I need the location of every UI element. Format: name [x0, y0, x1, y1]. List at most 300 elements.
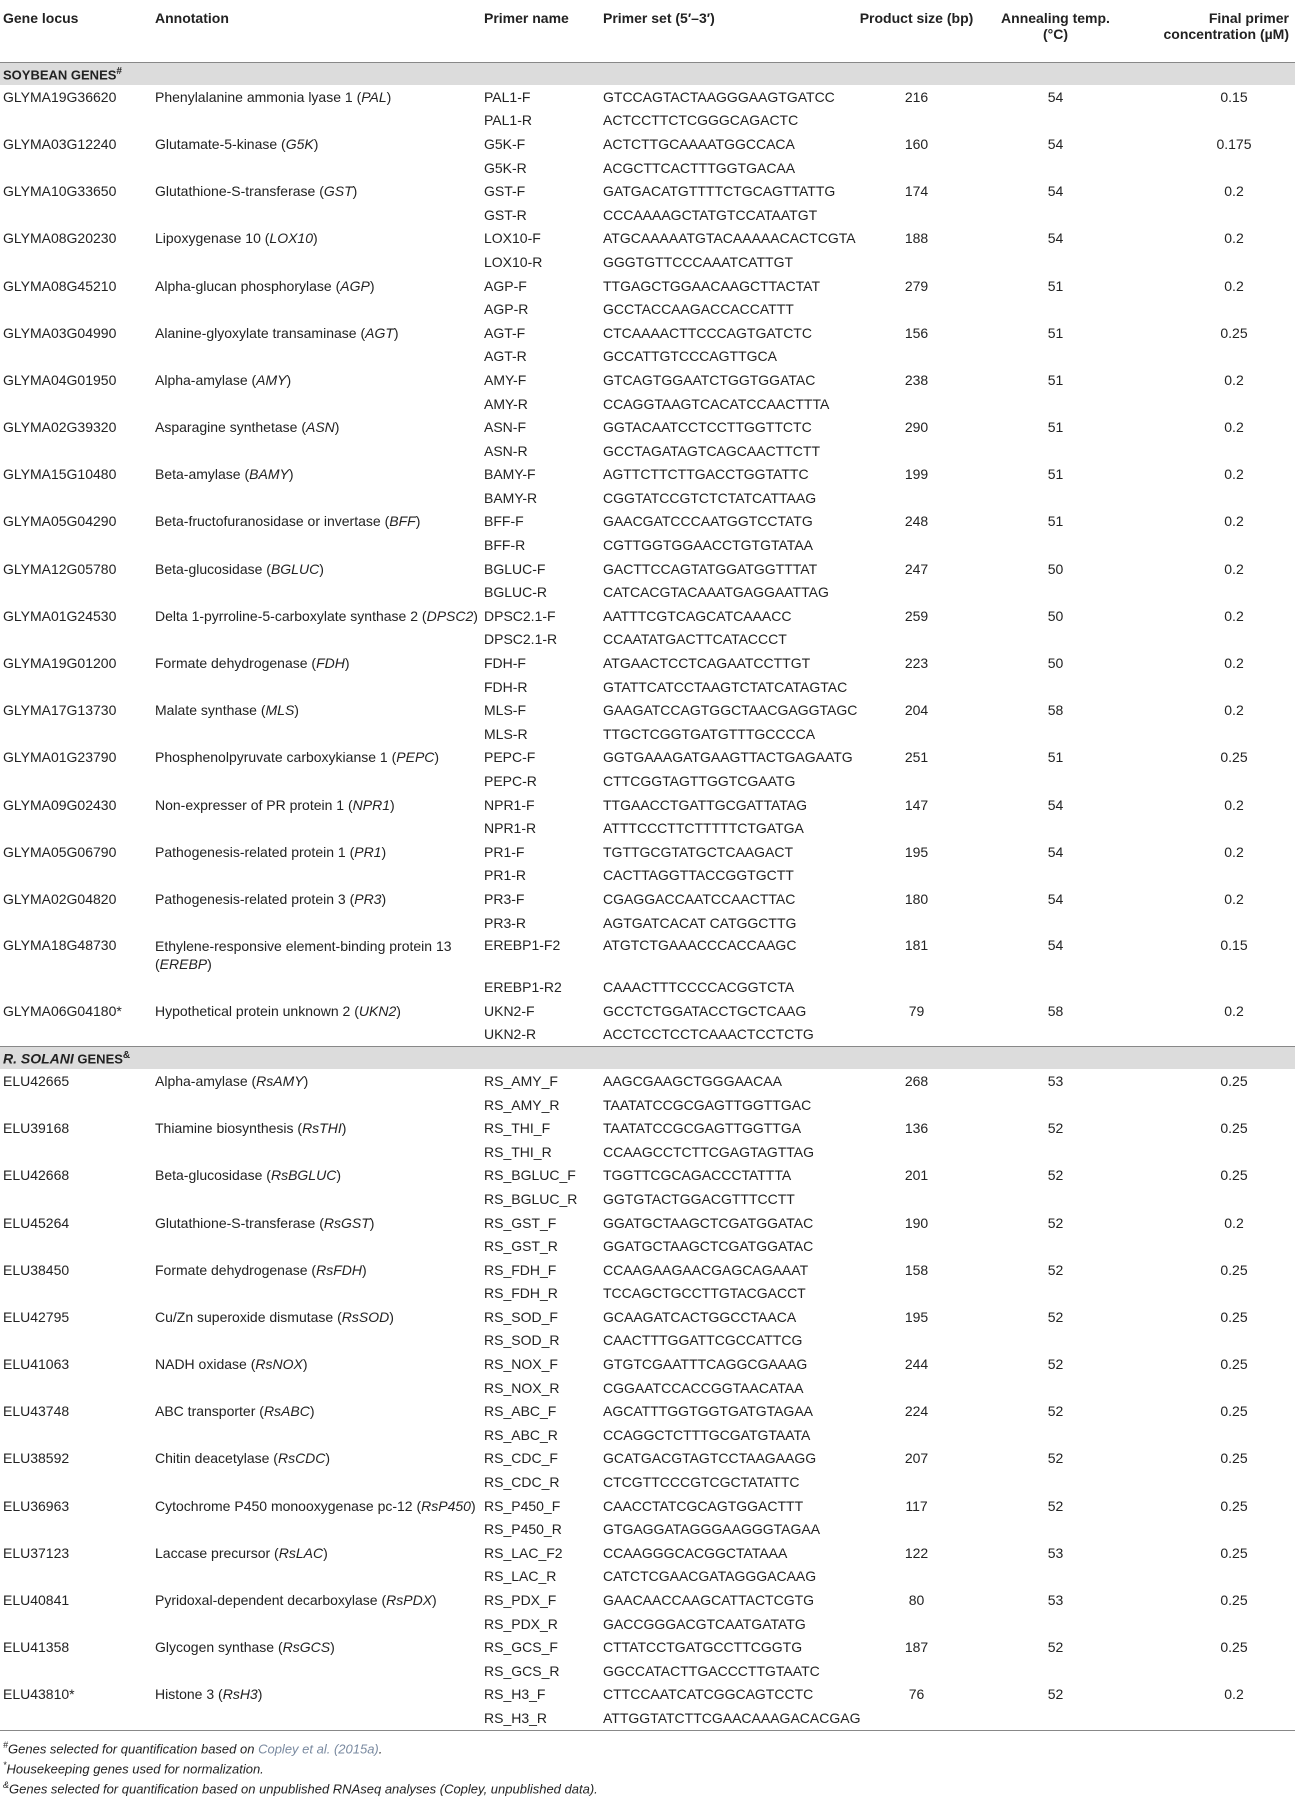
- gene-locus: ELU43748: [3, 1403, 70, 1420]
- product-size: 136: [904, 1120, 929, 1137]
- header-gene-locus: Gene locus: [3, 10, 79, 26]
- annotation-abbr: RsABC: [263, 1403, 310, 1420]
- annotation-close: ): [344, 655, 350, 672]
- table-row: [0, 1352, 1295, 1376]
- table-row-reverse: [0, 250, 1295, 274]
- primer-name-reverse: RS_AMY_R: [484, 1096, 560, 1113]
- table-row-reverse: [0, 1706, 1295, 1730]
- product-size: 147: [904, 796, 929, 813]
- primer-name-reverse: LOX10-R: [484, 253, 543, 270]
- annotation: [152, 698, 481, 722]
- primer-seq-reverse: CATCACGTACAAATGAGGAATTAG: [603, 584, 829, 601]
- primer-concentration: 0.25: [1220, 1592, 1248, 1609]
- annotation: [152, 227, 481, 251]
- primer-seq-reverse: GCCTACCAAGACCACCATTT: [603, 301, 794, 318]
- product-size: 216: [904, 88, 929, 105]
- footnote-text: Genes selected for quantification based on: [8, 1741, 259, 1757]
- annotation: [152, 1116, 481, 1140]
- product-size: 190: [904, 1214, 929, 1231]
- primer-concentration: 0.2: [1224, 607, 1244, 624]
- product-size: 223: [904, 655, 929, 672]
- table-row: [0, 463, 1295, 487]
- header-annealing-temp: Annealing temp. (°C): [1001, 10, 1110, 42]
- primer-name-reverse: G5K-R: [484, 159, 527, 176]
- primer-name-reverse: AMY-R: [484, 395, 528, 412]
- annotation-text: Alpha-amylase (: [155, 371, 257, 388]
- annotation-abbr: PEPC: [396, 749, 435, 766]
- annotation-abbr: AGT: [365, 324, 394, 341]
- primer-name-reverse: DPSC2.1-R: [484, 631, 558, 648]
- table-row-reverse: [0, 203, 1295, 227]
- annotation: [152, 415, 481, 439]
- annotation-close: ): [393, 324, 399, 341]
- primer-seq-forward: GAACAACCAAGCATTACTCGTG: [603, 1592, 815, 1609]
- gene-locus: GLYMA01G24530: [3, 607, 117, 624]
- table-row: [0, 274, 1295, 298]
- footnotes: [0, 1731, 1295, 1798]
- annotation: [152, 887, 481, 911]
- annotation-close: ): [415, 513, 421, 530]
- annealing-temp: 50: [1047, 607, 1064, 624]
- annotation-close: ): [325, 1450, 331, 1467]
- footnote-reference-link[interactable]: Copley et al. (2015a): [258, 1741, 379, 1757]
- table-row-reverse: [0, 109, 1295, 133]
- table-row-reverse: [0, 1282, 1295, 1306]
- gene-locus: ELU36963: [3, 1497, 70, 1514]
- gene-locus: ELU43810*: [3, 1686, 75, 1703]
- primer-concentration: 0.2: [1224, 655, 1244, 672]
- product-size: 238: [904, 371, 929, 388]
- annotation-text: Cytochrome P450 monooxygenase pc-12 (: [155, 1497, 422, 1514]
- footnote-mark: *: [3, 1760, 7, 1771]
- annotation-text: Beta-glucosidase (: [155, 1167, 271, 1184]
- primer-seq-forward: GTCCAGTACTAAGGGAAGTGATCC: [603, 88, 835, 105]
- table-row: [0, 1305, 1295, 1329]
- annealing-temp: 53: [1047, 1072, 1064, 1089]
- primer-name-forward: ASN-F: [484, 419, 526, 436]
- annotation-text: Pyridoxal-dependent decarboxylase (: [155, 1592, 387, 1609]
- primer-name-forward: EREBP1-F2: [484, 937, 561, 954]
- annotation-text: Ethylene-responsive element-binding protein 13 (: [155, 938, 452, 973]
- primer-concentration: 0.25: [1220, 1497, 1248, 1514]
- annealing-temp: 52: [1047, 1686, 1064, 1703]
- annotation-abbr: RsGST: [323, 1214, 370, 1231]
- primer-concentration: 0.2: [1224, 1002, 1244, 1019]
- annotation-close: ): [334, 419, 340, 436]
- annotation-text: Non-expresser of PR protein 1 (: [155, 796, 353, 813]
- footnote-end: .: [378, 1741, 383, 1757]
- annotation: [152, 1069, 481, 1093]
- annotation-text: Chitin deacetylase (: [155, 1450, 278, 1467]
- primer-concentration: 0.25: [1220, 1544, 1248, 1561]
- annealing-temp: 51: [1047, 419, 1064, 436]
- primer-concentration: 0.175: [1216, 135, 1252, 152]
- table-row: [0, 887, 1295, 911]
- primer-seq-reverse: GCCTAGATAGTCAGCAACTTCTT: [603, 442, 820, 459]
- section-title-text: GENES: [73, 1051, 123, 1067]
- header-primer-name: Primer name: [484, 10, 569, 26]
- primer-seq-forward: TGGTTCGCAGACCCTATTTA: [603, 1167, 792, 1184]
- table-row: [0, 840, 1295, 864]
- product-size: 160: [904, 135, 929, 152]
- primer-name-reverse: RS_SOD_R: [484, 1332, 560, 1349]
- annealing-temp: 52: [1047, 1450, 1064, 1467]
- table-row: [0, 85, 1295, 109]
- table-row: [0, 132, 1295, 156]
- primer-name-reverse: PR3-R: [484, 914, 527, 931]
- annotation-close: ): [319, 560, 324, 577]
- table-row: [0, 1635, 1295, 1659]
- table-row-reverse: [0, 486, 1295, 510]
- annealing-temp: 54: [1047, 88, 1064, 105]
- annotation-close: ): [257, 1686, 263, 1703]
- table-row: [0, 604, 1295, 628]
- table-row-reverse: [0, 1423, 1295, 1447]
- annotation-abbr: GST: [323, 183, 353, 200]
- gene-locus: GLYMA01G23790: [3, 749, 117, 766]
- annotation-text: Glutamate-5-kinase (: [155, 135, 286, 152]
- primer-name-reverse: RS_FDH_R: [484, 1285, 558, 1302]
- gene-locus: ELU42668: [3, 1167, 70, 1184]
- table-row-reverse: [0, 975, 1295, 999]
- annealing-temp: 52: [1047, 1214, 1064, 1231]
- primer-name-forward: RS_NOX_F: [484, 1356, 558, 1373]
- primer-seq-reverse: GGCCATACTTGACCCTTGTAATC: [603, 1662, 820, 1679]
- annotation-text: Alanine-glyoxylate transaminase (: [155, 324, 366, 341]
- primer-concentration: 0.2: [1224, 702, 1244, 719]
- product-size: 290: [904, 419, 929, 436]
- primer-name-reverse: GST-R: [484, 206, 527, 223]
- primer-seq-forward: GCCTCTGGATACCTGCTCAAG: [603, 1002, 807, 1019]
- product-size: 195: [904, 843, 929, 860]
- gene-locus: ELU42665: [3, 1072, 70, 1089]
- annotation: [152, 1211, 481, 1235]
- primer-name-reverse: BFF-R: [484, 537, 526, 554]
- product-size: 204: [904, 702, 929, 719]
- primer-seq-reverse: GGTGTACTGGACGTTTCCTT: [603, 1190, 795, 1207]
- annotation-text: Thiamine biosynthesis (: [155, 1120, 303, 1137]
- annotation-abbr: AGP: [340, 277, 370, 294]
- primer-name-forward: RS_P450_F: [484, 1497, 561, 1514]
- annotation: [152, 132, 481, 156]
- table-body: [0, 63, 1295, 1731]
- annotation-close: ): [470, 1497, 476, 1514]
- gene-locus: GLYMA12G05780: [3, 560, 117, 577]
- annotation-abbr: PR3: [354, 890, 382, 907]
- annotation-abbr: RsP450: [421, 1497, 471, 1514]
- table-row: [0, 698, 1295, 722]
- primer-name-reverse: MLS-R: [484, 725, 528, 742]
- primer-concentration: 0.2: [1224, 277, 1244, 294]
- annealing-temp: 52: [1047, 1497, 1064, 1514]
- primer-name-forward: LOX10-F: [484, 230, 541, 247]
- primer-seq-reverse: ACTCCTTCTCGGGCAGACTC: [603, 112, 799, 129]
- table-row: [0, 1683, 1295, 1707]
- primer-seq-forward: TTGAACCTGATTGCGATTATAG: [603, 796, 808, 813]
- annealing-temp: 51: [1047, 513, 1064, 530]
- table-header: [0, 0, 1295, 63]
- product-size: 259: [904, 607, 929, 624]
- primer-concentration: 0.2: [1224, 1686, 1244, 1703]
- table-row-reverse: [0, 628, 1295, 652]
- primer-concentration: 0.2: [1224, 183, 1244, 200]
- table-row: [0, 793, 1295, 817]
- primer-name-reverse: RS_ABC_R: [484, 1426, 558, 1443]
- primer-name-reverse: RS_THI_R: [484, 1143, 552, 1160]
- primer-name-forward: RS_LAC_F2: [484, 1544, 563, 1561]
- gene-locus: GLYMA04G01950: [3, 371, 117, 388]
- annealing-temp: 51: [1047, 324, 1064, 341]
- section-title: [0, 1047, 1295, 1070]
- annotation: [152, 1447, 481, 1471]
- primer-seq-reverse: CATCTCGAACGATAGGGACAAG: [603, 1568, 817, 1585]
- annealing-temp: 51: [1047, 749, 1064, 766]
- gene-locus: ELU38592: [3, 1450, 70, 1467]
- annealing-temp: 52: [1047, 1120, 1064, 1137]
- table-row-reverse: [0, 1023, 1295, 1047]
- annotation: [152, 321, 481, 345]
- annotation-abbr: ASN: [305, 419, 335, 436]
- annotation-text: Lipoxygenase 10 (: [155, 230, 270, 247]
- primer-concentration: 0.2: [1224, 513, 1244, 530]
- table-row: [0, 999, 1295, 1023]
- primer-concentration: 0.2: [1224, 466, 1244, 483]
- table-row: [0, 1069, 1295, 1093]
- primer-name-reverse: BGLUC-R: [484, 584, 548, 601]
- product-size: 181: [904, 937, 929, 954]
- annotation-close: ): [313, 230, 318, 247]
- annotation-close: ): [352, 183, 358, 200]
- annotation-abbr: BFF: [389, 513, 416, 530]
- annealing-temp: 50: [1047, 560, 1064, 577]
- annotation-close: ): [369, 1214, 375, 1231]
- annotation: [152, 934, 481, 975]
- product-size: 117: [905, 1497, 928, 1514]
- primer-name-reverse: RS_H3_R: [481, 1706, 600, 1730]
- annotation-abbr: AMY: [256, 371, 287, 388]
- primer-name-reverse: RS_GST_R: [484, 1238, 558, 1255]
- annotation-close: ): [432, 1592, 437, 1609]
- gene-locus: GLYMA08G20230: [3, 230, 117, 247]
- gene-locus: GLYMA03G12240: [3, 135, 117, 152]
- primer-seq-reverse: GGATGCTAAGCTCGATGGATAC: [603, 1238, 814, 1255]
- section-footnote-mark: #: [116, 65, 122, 77]
- annotation-text: Phenylalanine ammonia lyase 1 (: [155, 88, 362, 105]
- primer-seq-reverse: ACGCTTCACTTTGGTGACAA: [603, 159, 796, 176]
- gene-locus: GLYMA06G04180*: [3, 1002, 122, 1019]
- annealing-temp: 52: [1047, 1356, 1064, 1373]
- primer-concentration: 0.25: [1220, 1120, 1248, 1137]
- table-row: [0, 1258, 1295, 1282]
- primer-name-reverse: BAMY-R: [484, 489, 538, 506]
- primer-seq-forward: CAACCTATCGCAGTGGACTTT: [603, 1497, 804, 1514]
- annotation-abbr: NPR1: [352, 796, 390, 813]
- table-row-reverse: [0, 722, 1295, 746]
- annealing-temp: 52: [1047, 1167, 1064, 1184]
- primer-concentration: 0.25: [1220, 1167, 1248, 1184]
- annotation-close: ): [309, 1403, 315, 1420]
- primer-seq-reverse: CCAGGTAAGTCACATCCAACTTTA: [603, 395, 830, 412]
- annotation: [152, 840, 481, 864]
- annotation-text: Alpha-glucan phosphorylase (: [155, 277, 341, 294]
- annotation-close: ): [336, 1167, 341, 1184]
- annealing-temp: 54: [1047, 937, 1064, 954]
- section-header-row: [0, 63, 1295, 86]
- product-size: 279: [904, 277, 929, 294]
- annotation-text: Asparagine synthetase (: [155, 419, 306, 436]
- header-annotation: Annotation: [155, 10, 229, 26]
- annotation-text: Beta-fructofuranosidase or invertase (: [155, 513, 390, 530]
- primer-seq-forward: GAAGATCCAGTGGCTAACGAGGTAGC: [603, 702, 858, 719]
- primer-name-reverse: AGP-R: [484, 301, 529, 318]
- table-row: [0, 1447, 1295, 1471]
- product-size: 76: [908, 1686, 925, 1703]
- annotation: [152, 746, 481, 770]
- primer-concentration: 0.25: [1220, 324, 1248, 341]
- annotation-close: ): [330, 1639, 335, 1656]
- gene-locus: GLYMA18G48730: [3, 937, 117, 954]
- annotation-abbr: RsAMY: [256, 1072, 304, 1089]
- primer-seq-forward: GTGTCGAATTTCAGGCGAAAG: [603, 1356, 808, 1373]
- primer-seq-forward: AATTTCGTCAGCATCAAACC: [603, 607, 792, 624]
- gene-locus: GLYMA10G33650: [3, 183, 117, 200]
- primer-concentration: 0.25: [1220, 1639, 1248, 1656]
- primer-name-forward: RS_FDH_F: [484, 1261, 557, 1278]
- primer-name-forward: BAMY-F: [484, 466, 536, 483]
- annealing-temp: 51: [1047, 466, 1064, 483]
- primer-seq-reverse: CTCGTTCCCGTCGCTATATTC: [603, 1474, 800, 1491]
- annotation-abbr: BAMY: [249, 466, 289, 483]
- gene-locus: ELU41063: [3, 1356, 70, 1373]
- annotation-text: Pathogenesis-related protein 3 (: [155, 890, 355, 907]
- annotation-text: Laccase precursor (: [155, 1544, 279, 1561]
- annotation-text: Malate synthase (: [155, 702, 266, 719]
- table-row: [0, 1541, 1295, 1565]
- primer-name-forward: PR3-F: [484, 890, 525, 907]
- primer-name-reverse: PEPC-R: [484, 773, 537, 790]
- product-size: 195: [904, 1308, 929, 1325]
- annotation-abbr: DPSC2: [426, 607, 474, 624]
- gene-locus: ELU42795: [3, 1308, 70, 1325]
- primer-seq-reverse: ATTTCCCTTCTTTTTCTGATGA: [603, 820, 804, 837]
- product-size: 122: [904, 1544, 929, 1561]
- primer-seq-forward: ATGAACTCCTCAGAATCCTTGT: [603, 655, 811, 672]
- product-size: 158: [904, 1261, 929, 1278]
- primer-seq-forward: TTGAGCTGGAACAAGCTTACTAT: [603, 277, 820, 294]
- annotation-abbr: FDH: [316, 655, 345, 672]
- primer-name-forward: DPSC2.1-F: [484, 607, 556, 624]
- annotation: [152, 1635, 481, 1659]
- gene-locus: GLYMA19G36620: [3, 88, 117, 105]
- primer-seq-reverse: GCCATTGTCCCAGTTGCA: [603, 348, 777, 365]
- product-size: 224: [904, 1403, 929, 1420]
- annotation-text: Delta 1-pyrroline-5-carboxylate synthase 2 (: [155, 607, 427, 624]
- annotation: [152, 1541, 481, 1565]
- annotation-close: ): [294, 702, 299, 719]
- annotation-close: ): [323, 1544, 328, 1561]
- annotation-close: ): [302, 1356, 308, 1373]
- table-row: [0, 1588, 1295, 1612]
- primer-concentration: 0.25: [1220, 749, 1248, 766]
- table-row: [0, 651, 1295, 675]
- annotation-close: ): [389, 1308, 394, 1325]
- annotation-text: Alpha-amylase (: [155, 1072, 257, 1089]
- annotation-close: ): [369, 277, 375, 294]
- product-size: 247: [904, 560, 929, 577]
- table-row-reverse: [0, 911, 1295, 935]
- annotation-close: ): [381, 890, 387, 907]
- table-row: [0, 179, 1295, 203]
- table-row-reverse: [0, 769, 1295, 793]
- table-row-reverse: [0, 1140, 1295, 1164]
- annotation-text: Glutathione-S-transferase (: [155, 183, 324, 200]
- annealing-temp: 58: [1047, 702, 1064, 719]
- annealing-temp: 52: [1047, 1403, 1064, 1420]
- table-row: [0, 934, 1295, 975]
- primer-name-reverse: FDH-R: [484, 678, 528, 695]
- primer-seq-reverse: CCAATATGACTTCATACCCT: [603, 631, 787, 648]
- annotation-abbr: BGLUC: [270, 560, 320, 577]
- table-row-reverse: [0, 675, 1295, 699]
- annotation-text: Cu/Zn superoxide dismutase (: [155, 1308, 342, 1325]
- annotation: [152, 793, 481, 817]
- table-row-reverse: [0, 1612, 1295, 1636]
- primer-seq-forward: GCATGACGTAGTCCTAAGAAGG: [603, 1450, 817, 1467]
- section-footnote-mark: &: [122, 1049, 131, 1061]
- header-primer-concentration: Final primer concentration (µM): [1163, 10, 1289, 42]
- annotation-text: Pathogenesis-related protein 1 (: [155, 843, 355, 860]
- annealing-temp: 58: [1047, 1002, 1064, 1019]
- primer-concentration: 0.25: [1220, 1450, 1248, 1467]
- table-row-reverse: [0, 864, 1295, 888]
- primer-name-forward: FDH-F: [484, 655, 526, 672]
- annotation: [152, 1352, 481, 1376]
- primer-concentration: 0.25: [1220, 1403, 1248, 1420]
- footnote-mark: &: [3, 1780, 10, 1791]
- primer-seq-forward: GAACGATCCCAATGGTCCTATG: [603, 513, 813, 530]
- annealing-temp: 54: [1047, 230, 1064, 247]
- annotation-close: ): [361, 1261, 367, 1278]
- gene-locus: GLYMA19G01200: [3, 655, 117, 672]
- annotation-abbr: EREBP: [159, 956, 208, 973]
- product-size: 80: [908, 1592, 925, 1609]
- primer-name-forward: GST-F: [484, 183, 526, 200]
- product-size: 251: [904, 749, 929, 766]
- annotation: [152, 1683, 481, 1707]
- primer-seq-forward: CTTCCAATCATCGGCAGTCCTC: [603, 1686, 814, 1703]
- primer-seq-reverse: CGGAATCCACCGGTAACATAA: [603, 1379, 804, 1396]
- primer-seq-reverse: CGGTATCCGTCTCTATCATTAAG: [603, 489, 817, 506]
- table-row: [0, 227, 1295, 251]
- primer-seq-reverse: CAACTTTGGATTCGCCATTCG: [603, 1332, 803, 1349]
- primer-name-reverse: UKN2-R: [484, 1026, 537, 1043]
- primer-name-forward: UKN2-F: [484, 1002, 535, 1019]
- annotation-text: Histone 3 (: [155, 1686, 223, 1703]
- annealing-temp: 51: [1047, 371, 1064, 388]
- primer-concentration: 0.2: [1224, 371, 1244, 388]
- table-row-reverse: [0, 1517, 1295, 1541]
- annotation-text: Beta-glucosidase (: [155, 560, 271, 577]
- table-row-reverse: [0, 533, 1295, 557]
- primer-seq-reverse: TAATATCCGCGAGTTGGTTGAC: [603, 1096, 812, 1113]
- annotation-text: Hypothetical protein unknown 2 (: [155, 1002, 359, 1019]
- primer-name-forward: MLS-F: [484, 702, 526, 719]
- product-size: 174: [904, 183, 929, 200]
- annotation-text: Phosphenolpyruvate carboxykianse 1 (: [155, 749, 397, 766]
- product-size: 201: [904, 1167, 929, 1184]
- primer-name-forward: AMY-F: [484, 371, 527, 388]
- gene-locus: GLYMA05G04290: [3, 513, 117, 530]
